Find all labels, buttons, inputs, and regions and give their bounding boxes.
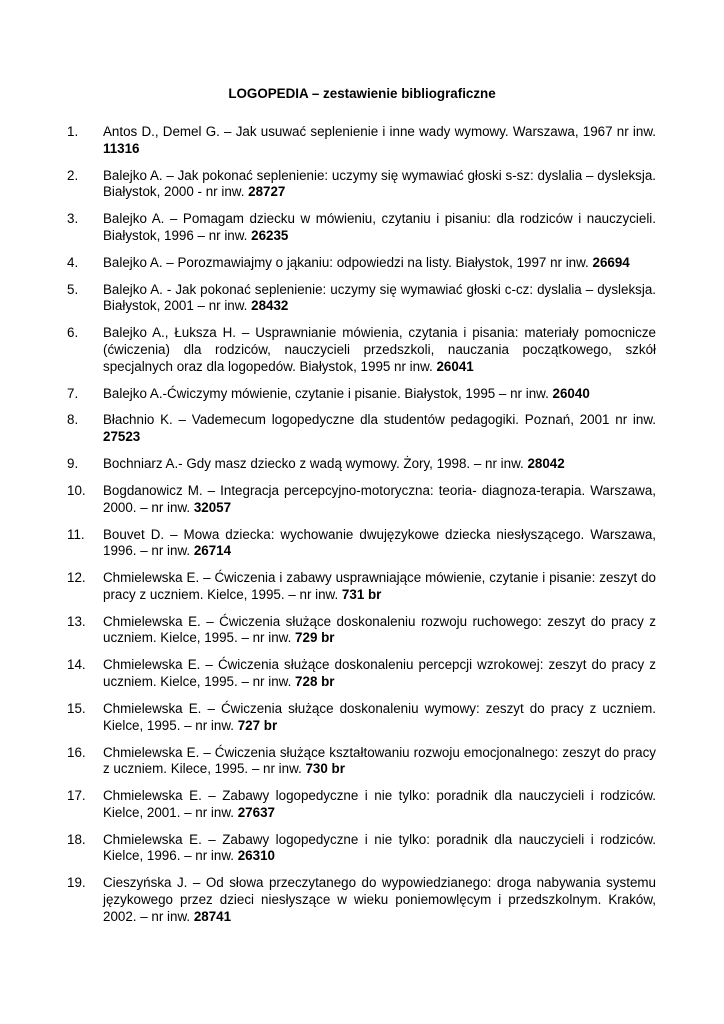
bibliography-entry bbox=[67, 527, 656, 560]
entry-text bbox=[103, 570, 656, 603]
inventory-number: 26310 bbox=[237, 848, 275, 864]
entry-text bbox=[103, 168, 656, 201]
entry-number: 11. bbox=[67, 526, 85, 542]
entry-text bbox=[103, 788, 656, 821]
entry-number: 17. bbox=[67, 788, 86, 804]
document-title: LOGOPEDIA – zestawienie bibliograficzne bbox=[228, 86, 496, 101]
entry-citation: Antos D., Demel G. – Jak usuwać seplenienie i inne wady wymowy. Warszawa, 1967 nr inw. bbox=[103, 124, 656, 139]
bibliography-entry bbox=[67, 255, 656, 272]
entry-text bbox=[103, 412, 656, 445]
entry-citation: Balejko A.-Ćwiczymy mówienie, czytanie i pisanie. Białystok, 1995 – nr inw. bbox=[103, 385, 553, 401]
entry-number: 8. bbox=[67, 412, 79, 428]
inventory-number: 26040 bbox=[552, 385, 590, 401]
entry-citation: Bogdanowicz M. – Integracja percepcyjno-motoryczna: teoria- diagnoza-terapia. Warszawa, 2000. – nr inw. bbox=[103, 482, 656, 515]
entry-text bbox=[103, 701, 656, 734]
entry-citation: Cieszyńska J. – Od słowa przeczytanego do wypowiedzianego: droga nabywania systemu językowego przez dzieci niesłyszące w wieku poniemowlęcym i przedszkolnym. Kraków, 2002. – nr inw. bbox=[103, 875, 656, 924]
entry-citation: Bochniarz A.- Gdy masz dziecko z wadą wymowy. Żory, 1998. – nr inw. bbox=[103, 456, 528, 472]
inventory-number: 11316 bbox=[103, 140, 140, 156]
entry-text bbox=[103, 386, 656, 403]
entry-number: 2. bbox=[67, 167, 79, 183]
bibliography-entry bbox=[67, 325, 656, 375]
entry-citation: Balejko A. - Jak pokonać seplenienie: uczymy się wymawiać głoski c-cz: dyslalia – dysleksja. Białystok, 2001 – nr inw. bbox=[103, 281, 656, 314]
entry-number: 7. bbox=[67, 385, 79, 401]
entry-number: 9. bbox=[67, 456, 79, 472]
entry-number: 15. bbox=[67, 700, 86, 716]
bibliography-entry bbox=[67, 124, 656, 157]
entry-citation: Chmielewska E. – Zabawy logopedyczne i nie tylko: poradnik dla nauczycieli i rodziców. Kielce, 2001. – nr inw. bbox=[103, 788, 656, 820]
entry-citation: Chmielewska E. – Ćwiczenia służące doskonaleniu rozwoju ruchowego: zeszyt do pracy z uczniem. Kielce, 1995. – nr inw. bbox=[103, 613, 656, 646]
bibliography-entry bbox=[67, 412, 656, 445]
inventory-number: 727 br bbox=[237, 717, 278, 733]
entry-text bbox=[103, 657, 656, 690]
inventory-number: 28432 bbox=[251, 298, 289, 314]
inventory-number: 28741 bbox=[193, 908, 232, 924]
entry-number: 5. bbox=[67, 281, 79, 297]
entry-citation: Chmielewska E. – Zabawy logopedyczne i nie tylko: poradnik dla nauczycieli i rodziców. Kielce, 1996. – nr inw. bbox=[103, 831, 656, 864]
entry-number: 14. bbox=[67, 657, 86, 673]
bibliography-entry bbox=[67, 483, 656, 516]
inventory-number: 27637 bbox=[237, 804, 275, 820]
inventory-number: 26041 bbox=[436, 358, 474, 374]
inventory-number: 28727 bbox=[248, 184, 286, 200]
entry-number: 12. bbox=[67, 570, 86, 586]
entry-citation: Błachnio K. – Vademecum logopedyczne dla studentów pedagogiki. Poznań, 2001 nr inw. bbox=[103, 412, 656, 428]
bibliography-entry bbox=[67, 614, 656, 647]
entry-text bbox=[103, 124, 656, 157]
bibliography-list bbox=[67, 124, 656, 936]
entry-text bbox=[103, 875, 656, 925]
entry-text bbox=[103, 282, 656, 315]
bibliography-entry bbox=[67, 282, 656, 315]
inventory-number: 731 br bbox=[341, 586, 382, 602]
bibliography-entry bbox=[67, 875, 656, 925]
entry-number: 10. bbox=[67, 482, 86, 498]
entry-text bbox=[103, 483, 656, 516]
bibliography-entry bbox=[67, 701, 656, 734]
entry-text bbox=[103, 614, 656, 647]
entry-citation: Chmielewska E. – Ćwiczenia służące doskonaleniu wymowy: zeszyt do pracy z uczniem. Kielce, 1995. – nr inw. bbox=[103, 700, 656, 733]
inventory-number: 728 br bbox=[295, 674, 335, 690]
inventory-number: 729 br bbox=[295, 630, 335, 646]
entry-number: 4. bbox=[67, 254, 79, 270]
bibliography-entry bbox=[67, 788, 656, 821]
inventory-number: 27523 bbox=[103, 429, 141, 445]
entry-text bbox=[103, 456, 656, 473]
bibliography-entry bbox=[67, 745, 656, 778]
bibliography-entry bbox=[67, 168, 656, 201]
bibliography-entry bbox=[67, 832, 656, 865]
inventory-number: 730 br bbox=[305, 761, 345, 777]
entry-citation: Chmielewska E. – Ćwiczenia i zabawy usprawniające mówienie, czytanie i pisanie: zeszyt do pracy z uczniem. Kielce, 1995. – nr inw. bbox=[103, 570, 656, 602]
entry-number: 18. bbox=[67, 831, 86, 847]
entry-text bbox=[103, 832, 656, 865]
bibliography-entry bbox=[67, 456, 656, 473]
entry-number: 16. bbox=[67, 744, 86, 760]
inventory-number: 26694 bbox=[592, 254, 630, 270]
bibliography-entry bbox=[67, 386, 656, 403]
entry-citation: Chmielewska E. – Ćwiczenia służące kształtowaniu rozwoju emocjonalnego: zeszyt do pracy z uczniem. Kilece, 1995. – nr inw. bbox=[103, 744, 656, 777]
inventory-number: 28042 bbox=[527, 456, 565, 472]
entry-citation: Balejko A. – Porozmawiajmy o jąkaniu: odpowiedzi na listy. Białystok, 1997 nr inw. bbox=[103, 254, 593, 270]
entry-citation: Balejko A. – Pomagam dziecku w mówieniu, czytaniu i pisaniu: dla rodziców i nauczycieli. Białystok, 1996 – nr inw. bbox=[103, 211, 656, 243]
inventory-number: 32057 bbox=[193, 499, 232, 515]
entry-number: 19. bbox=[67, 875, 86, 891]
inventory-number: 26235 bbox=[251, 227, 289, 243]
entry-number: 3. bbox=[67, 211, 79, 227]
entry-text bbox=[103, 527, 656, 560]
bibliography-entry bbox=[67, 570, 656, 603]
entry-text bbox=[103, 745, 656, 778]
entry-citation: Balejko A., Łuksza H. – Usprawnianie mówienia, czytania i pisania: materiały pomocnicze (ćwiczenia) dla rodziców, nauczycieli przedszkoli, nauczania początkowego, szkół specjalnych oraz dla logopedów. Białystok, 1995 nr inw. bbox=[103, 325, 656, 374]
bibliography-entry bbox=[67, 211, 656, 244]
entry-text bbox=[103, 255, 656, 272]
entry-text bbox=[103, 325, 656, 375]
inventory-number: 26714 bbox=[193, 543, 232, 559]
entry-number: 1. bbox=[67, 124, 79, 139]
entry-number: 13. bbox=[67, 613, 86, 629]
entry-citation: Chmielewska E. – Ćwiczenia służące doskonaleniu percepcji wzrokowej: zeszyt do pracy z uczniem. Kielce, 1995. – nr inw. bbox=[103, 657, 656, 690]
entry-citation: Bouvet D. – Mowa dziecka: wychowanie dwujęzykowe dziecka niesłyszącego. Warszawa, 1996. – nr inw. bbox=[103, 526, 656, 559]
bibliography-entry bbox=[67, 657, 656, 690]
entry-number: 6. bbox=[67, 325, 79, 341]
entry-citation: Balejko A. – Jak pokonać seplenienie: uczymy się wymawiać głoski s-sz: dyslalia – dysleksja. Białystok, 2000 - nr inw. bbox=[103, 167, 656, 200]
entry-text bbox=[103, 211, 656, 244]
